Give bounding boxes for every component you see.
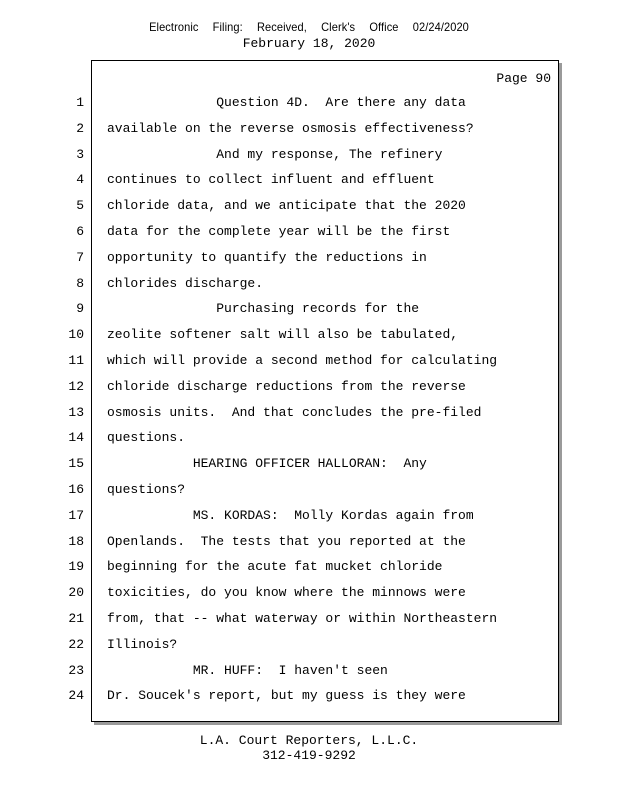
line-text: questions.	[107, 430, 186, 446]
transcript-line	[0, 477, 618, 503]
transcript-line	[0, 658, 618, 684]
line-number: 4	[76, 172, 84, 188]
footer	[0, 733, 618, 763]
line-text: Question 4D. Are there any data	[107, 95, 466, 110]
transcript-line	[0, 271, 618, 297]
transcript-line	[0, 193, 618, 219]
line-text: Dr. Soucek's report, but my guess is they were	[107, 688, 466, 704]
line-text: Illinois?	[107, 636, 178, 652]
transcript-line	[0, 554, 618, 580]
line-number: 16	[68, 481, 84, 497]
transcript-line	[0, 451, 618, 477]
line-number: 3	[76, 146, 84, 162]
line-text: data for the complete year will be the first	[107, 223, 451, 239]
stamp-part: Clerk's	[321, 20, 356, 34]
filing-stamp	[25, 20, 594, 34]
transcript-line	[0, 632, 618, 658]
transcript-line	[0, 529, 618, 555]
line-number: 6	[76, 223, 84, 239]
line-number: 8	[76, 275, 84, 291]
line-text: questions?	[107, 481, 186, 497]
transcript-date: February 18, 2020	[242, 36, 376, 51]
line-number: 24	[68, 688, 84, 704]
stamp-part: 02/24/2020	[412, 20, 469, 34]
line-number: 11	[68, 352, 84, 368]
line-number: 13	[68, 404, 84, 420]
transcript-line	[0, 503, 618, 529]
transcript-line	[0, 606, 618, 632]
stamp-part: Office	[369, 20, 399, 34]
transcript-line	[0, 142, 618, 168]
line-text: chloride discharge reductions from the reverse	[107, 378, 466, 394]
court-reporter-phone: 312-419-9292	[262, 748, 356, 763]
line-text: toxicities, do you know where the minnows were	[107, 585, 466, 601]
line-number: 14	[68, 430, 84, 446]
line-number: 23	[68, 662, 84, 678]
transcript-line	[0, 683, 618, 709]
transcript-line	[0, 374, 618, 400]
transcript-line	[0, 348, 618, 374]
line-number: 12	[68, 378, 84, 394]
transcript-line	[0, 296, 618, 322]
line-number: 10	[68, 327, 84, 343]
line-text: continues to collect influent and effluent	[107, 172, 435, 188]
line-text: available on the reverse osmosis effectiveness?	[107, 120, 474, 136]
line-text: which will provide a second method for calculating	[107, 352, 498, 368]
transcript-line	[0, 167, 618, 193]
line-number: 9	[76, 301, 84, 317]
line-number: 19	[68, 559, 84, 575]
line-number: 1	[76, 95, 84, 110]
stamp-part: Received,	[256, 20, 307, 34]
line-text: beginning for the acute fat mucket chloride	[107, 559, 443, 575]
line-number: 2	[76, 120, 84, 136]
transcript-lines	[0, 90, 618, 709]
line-text: opportunity to quantify the reductions in	[107, 249, 427, 265]
transcript-line	[0, 322, 618, 348]
line-number: 17	[68, 507, 84, 523]
line-text: from, that -- what waterway or within Northeastern	[107, 610, 498, 626]
line-text: Openlands. The tests that you reported at the	[107, 533, 466, 549]
transcript-line	[0, 245, 618, 271]
line-number: 18	[68, 533, 84, 549]
line-text: zeolite softener salt will also be tabulated,	[107, 327, 459, 343]
line-text: MS. KORDAS: Molly Kordas again from	[107, 507, 474, 523]
page-number: Page 90	[496, 71, 551, 86]
transcript-line	[0, 116, 618, 142]
line-text: MR. HUFF: I haven't seen	[107, 662, 388, 678]
line-text: osmosis units. And that concludes the pre-filed	[107, 404, 482, 420]
line-text: HEARING OFFICER HALLORAN: Any	[107, 456, 427, 472]
line-text: chlorides discharge.	[107, 275, 264, 291]
stamp-part: Filing:	[212, 20, 243, 34]
line-number: 15	[68, 456, 84, 472]
line-text: chloride data, and we anticipate that the 2020	[107, 198, 466, 214]
transcript-line	[0, 425, 618, 451]
line-number: 20	[68, 585, 84, 601]
line-text: Purchasing records for the	[107, 301, 420, 317]
stamp-part: Electronic	[149, 20, 199, 34]
transcript-line	[0, 219, 618, 245]
line-number: 21	[68, 610, 84, 626]
transcript-line	[0, 90, 618, 116]
line-number: 7	[76, 249, 84, 265]
transcript-line	[0, 580, 618, 606]
court-reporter-name: L.A. Court Reporters, L.L.C.	[199, 733, 419, 748]
transcript-line	[0, 400, 618, 426]
line-text: And my response, The refinery	[107, 146, 443, 162]
line-number: 22	[68, 636, 84, 652]
line-number: 5	[76, 198, 84, 214]
